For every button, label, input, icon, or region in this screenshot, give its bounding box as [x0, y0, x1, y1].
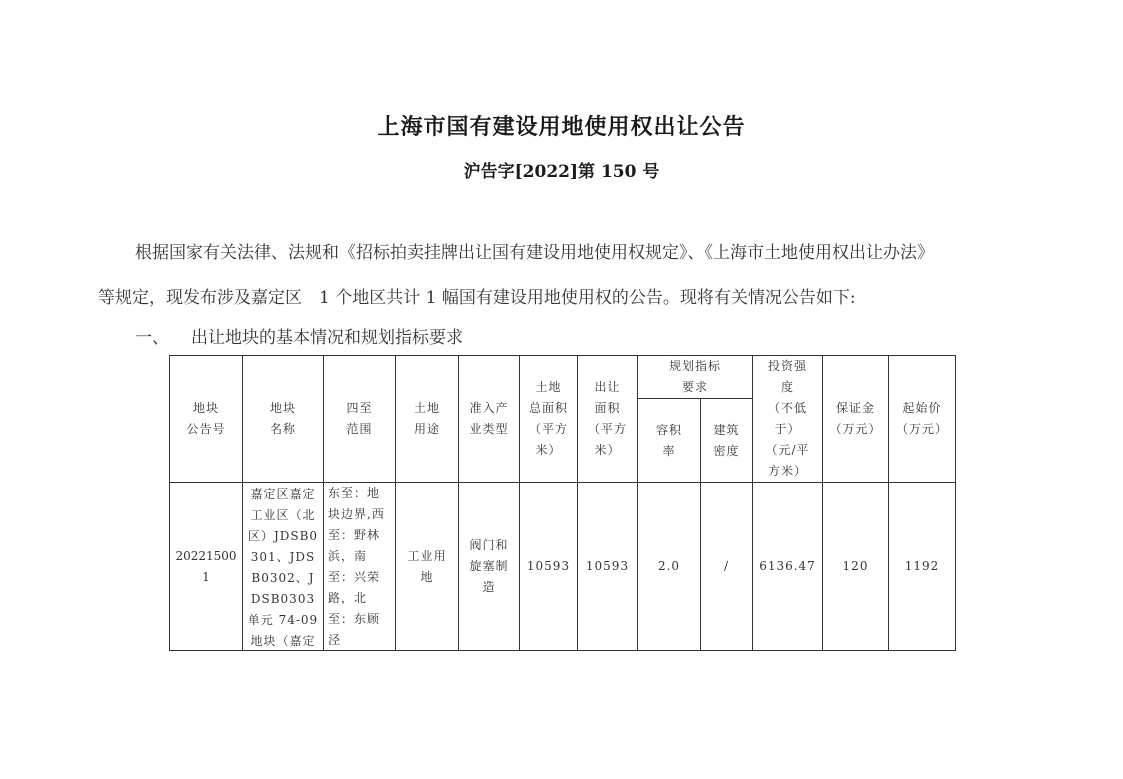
intro-paragraph-line-2: 等规定，现发布涉及嘉定区 1 个地区共计 1 幅国有建设用地使用权的公告。现将有关情况公告如下:	[98, 288, 856, 308]
header-investment: 投资强 度 （不低 于） （元/平 方米）	[753, 356, 823, 483]
header-plot-name: 地块 名称	[243, 356, 324, 483]
cell-deposit: 120	[823, 483, 889, 651]
section-heading	[135, 323, 463, 348]
cell-plot-ratio: 2.0	[638, 483, 701, 651]
cell-investment: 6136.47	[753, 483, 823, 651]
cell-land-use: 工业用 地	[396, 483, 459, 651]
header-plot-no: 地块 公告号	[170, 356, 243, 483]
document-title: 上海市国有建设用地使用权出让公告	[377, 115, 746, 140]
cell-plot-no: 202215001	[170, 483, 243, 651]
header-start-price: 起始价 （万元）	[889, 356, 956, 483]
cell-boundaries: 东至：地块边界,西至：野林浜，南至：兴荣路，北至：东顾泾	[324, 483, 396, 651]
header-sale-area: 出让 面积 （平方 米）	[578, 356, 638, 483]
cell-sale-area: 10593	[578, 483, 638, 651]
section-number: 一、	[135, 328, 169, 348]
header-building-density: 建筑 密度	[701, 399, 753, 483]
plot-table	[169, 355, 956, 651]
cell-start-price: 1192	[889, 483, 956, 651]
cell-building-density: /	[701, 483, 753, 651]
section-title: 出让地块的基本情况和规划指标要求	[191, 328, 463, 348]
header-total-area: 土地 总面积 （平方 米）	[520, 356, 578, 483]
header-boundaries: 四至 范围	[324, 356, 396, 483]
header-plot-ratio: 容积 率	[638, 399, 701, 483]
header-deposit: 保证金 （万元）	[823, 356, 889, 483]
cell-total-area: 10593	[520, 483, 578, 651]
intro-paragraph-line-1: 根据国家有关法律、法规和《招标拍卖挂牌出让国有建设用地使用权规定》、《上海市土地使用权出让办法》	[135, 243, 934, 263]
table-row	[170, 483, 956, 651]
header-planning-group: 规划指标 要求	[638, 356, 753, 399]
header-land-use: 土地 用途	[396, 356, 459, 483]
document-number: 沪告字[2022]第 150 号	[463, 162, 660, 182]
cell-plot-name: 嘉定区嘉定工业区（北区）JDSB0301、JDSB0302、JDSB0303单元 74-09 地块（嘉定	[243, 483, 324, 651]
cell-industry: 阀门和 旋塞制 造	[459, 483, 520, 651]
header-industry: 准入产 业类型	[459, 356, 520, 483]
